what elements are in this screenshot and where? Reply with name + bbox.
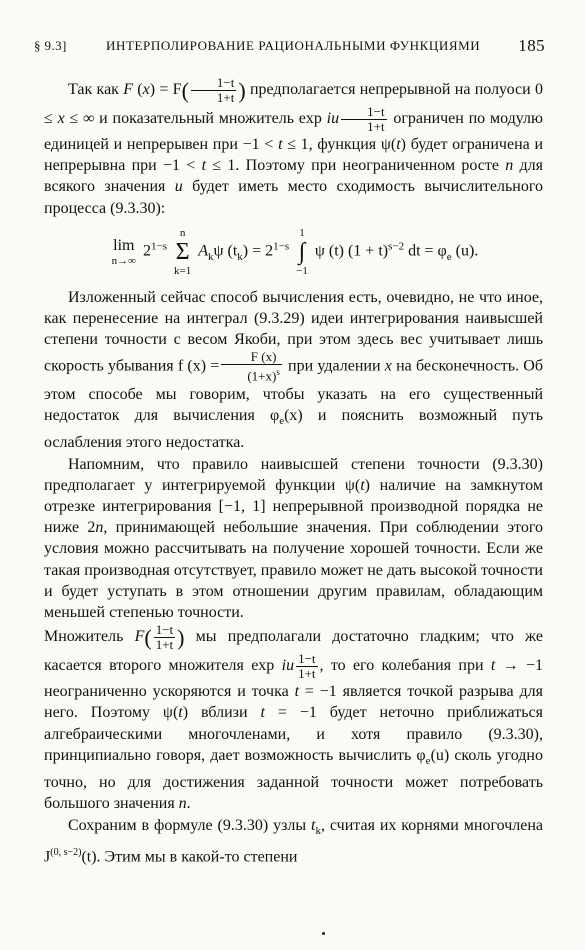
paragraph-4: Множитель F( $\frac{1-t}{1+t}$ ) мы предполагали достаточно гладким; что же касается второго множителя exp iu $\frac{1-t}{1+t}$ , то его колебания при t → −1 неограниченно ускоряются и точка t = −1 является точкой разрыва для него. Поэтому ψ(t) вблизи t = −1 будет неточно приближаться алгебраическими многочленами, и хотя правило (9.3.30), принципиально говоря, дает возможность вычислить $\varphi_e(u)$ сколь угодно точно, но для достижения заданной точности может потребовать большого значения n.	[44, 622, 544, 813]
page-number: 185	[518, 36, 545, 55]
fraction: $\frac{1-t}{1+t}$	[341, 105, 386, 134]
running-header	[34, 38, 545, 60]
print-speck	[322, 932, 325, 935]
paragraph-1: Так как F (x) = F( $\frac{1-t}{1+t}$ ) предполагается непрерывной на полуоси 0 ≤ x ≤ ∞ и показательный множитель exp iu $\frac{1-t}{1+t}$ ограничен по модулю единицей и непрерывен при −1 < t ≤ 1, функция ψ(t) будет ограничена и непрерывна при −1 < t ≤ 1. Поэтому при неограниченном росте n для всякого значения u будет иметь место сходимость вычислительного процесса (9.3.30):	[44, 75, 544, 217]
page-body	[44, 76, 543, 868]
limit-operator: lim n→∞	[111, 236, 136, 267]
paragraph-3: Напомним, что правило наивысшей степени точности (9.3.30) предполагает у интегрируемой функции ψ(t) наличие на замкнутом отрезке интегрирования [−1, 1] непрерывной производной порядка не ниже 2n, принимающей небольшие значения. При соблюдении этого условия можно рассчитывать на получение хорошей точности. Если же такая производная отсутствует, правило может не дать высокой точности и будет уступать в этом отношении другим правилам, обладающим меньшей степенью точности.	[44, 455, 544, 621]
integral-operator: 1 ∫ −1	[296, 226, 308, 277]
fraction: $\frac{1-t}{1+t}$	[191, 76, 236, 105]
sum-operator: n Σ k=1	[173, 226, 192, 277]
fraction: $\frac{F (x)}{(1+x)^s}$	[221, 350, 282, 383]
chapter-title: ИНТЕРПОЛИРОВАНИЕ РАЦИОНАЛЬНЫМИ ФУНКЦИЯМИ	[106, 38, 481, 53]
fraction: $\frac{1-t}{1+t}$	[155, 622, 174, 653]
display-formula: lim n→∞ $2^{1-s}$ n Σ k=1 $A_k\psi$ $(t_k) = 2^{1-s}$ 1 ∫ −1 ψ (t) $(1 + t)^{s-2}$ dt = $\varphi_e$ (u).	[111, 226, 479, 277]
fraction: $\frac{1-t}{1+t}$	[298, 651, 316, 682]
section-ref: § 9.3]	[34, 38, 67, 53]
paragraph-5: Сохраним в формуле (9.3.30) узлы $t_k$, считая их корнями многочлена $J^{(0, s-2)}(t)$. Этим мы в какой-то степени	[44, 816, 543, 866]
paragraph-2: Изложенный сейчас способ вычисления есть, очевидно, не что иное, как перенесение на интеграл (9.3.29) идеи интегрирования наивысшей степени точности с весом Якоби, при этом здесь вес учитывает лишь скорость убывания f (x) = $\frac{F (x)}{(1+x)^s}$ при удалении x на бесконечность. Об этом способе мы говорим, чтобы указать на его существенный недостаток для вычисления $\varphi_e(x)$ и пояснить возможный путь ослабления этого недостатка.	[44, 288, 544, 452]
